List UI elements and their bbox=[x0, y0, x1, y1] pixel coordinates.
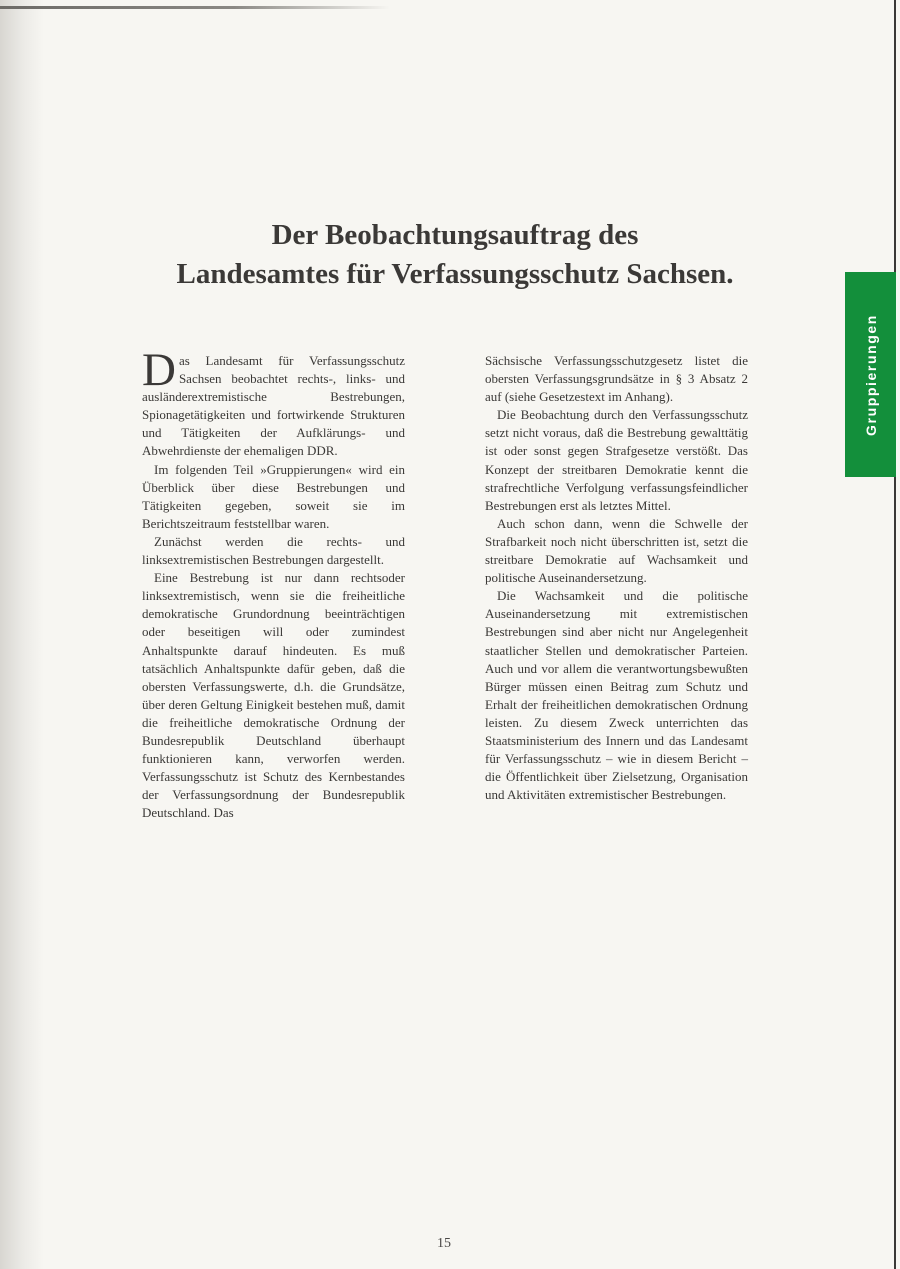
section-tab bbox=[845, 272, 896, 477]
drop-cap: D bbox=[142, 344, 176, 396]
paragraph: Auch schon dann, wenn die Schwelle der Strafbarkeit noch nicht überschritten ist, setzt die streitbare Demokratie auf Wachsamkeit und politische Auseinandersetzung. bbox=[485, 515, 748, 586]
page-title bbox=[90, 216, 820, 294]
paragraph-text: as Landesamt für Verfassungsschutz Sachsen beobachtet rechts-, links- und ausländerextremistische Bestrebungen, Spionagetätigkeiten und fortwirkende Strukturen und Tätigkeiten der Aufklärungs- und Abwehrdienste der ehemaligen DDR. bbox=[142, 353, 405, 459]
paragraph: Im folgenden Teil »Gruppierungen« wird ein Überblick über diese Bestrebungen und Tätigkeiten gegeben, soweit sie im Berichtszeitraum feststellbar waren. bbox=[142, 461, 405, 531]
scan-edge-right bbox=[894, 0, 896, 1269]
scan-shadow-left bbox=[0, 0, 44, 1269]
paragraph: Die Beobachtung durch den Verfassungsschutz setzt nicht voraus, daß die Bestrebung gewalttätig ist oder sonst gegen Strafgesetze verstößt. Das Konzept der streitbaren Demokratie kennt die strafrechtliche Verfolgung verfassungsfeindlicher Bestrebungen erst als letztes Mittel. bbox=[485, 407, 748, 513]
paragraph bbox=[142, 344, 405, 461]
section-tab-label: Gruppierungen bbox=[862, 313, 879, 436]
paragraph: Sächsische Verfassungsschutzgesetz listet die obersten Verfassungsgrundsätze in § 3 Absatz 2 auf (siehe Gesetzestext im Anhang). bbox=[485, 353, 748, 405]
page-title-line-1: Der Beobachtungsauftrag des bbox=[271, 219, 639, 251]
paragraph: Eine Bestrebung ist nur dann rechtsoder linksextremistisch, wenn sie die freiheitliche demokratische Grundordnung beeinträchtigen oder beseitigen will oder zumindest Anhaltspunkte darauf hindeuten. Es muß tatsächlich Anhaltspunkte dafür geben, daß die obersten Verfassungswerte, d.h. die Grundsätze, über deren Geltung Einigkeit bestehen muß, damit die freiheitliche demokratische Ordnung der Bundesrepublik Deutschland überhaupt funktionieren kann, verworfen werden. Verfassungsschutz ist Schutz des Kernbestandes der Verfassungsordnung der Bundesrepublik Deutschland. Das bbox=[142, 570, 405, 821]
text-column-right bbox=[485, 352, 748, 804]
page-number: 15 bbox=[437, 1236, 451, 1251]
page-title-line-2: Landesamtes für Verfassungsschutz Sachsen. bbox=[176, 258, 734, 290]
scan-edge-top bbox=[0, 6, 390, 9]
paragraph: Zunächst werden die rechts- und linksextremistischen Bestrebungen dargestellt. bbox=[142, 533, 405, 568]
paragraph: Die Wachsamkeit und die politische Auseinandersetzung mit extremistischen Bestrebungen sind aber nicht nur Angelegenheit staatlicher Stellen und demokratischer Parteien. Auch und vor allem die verantwortungsbewußten Bürger müssen einen Beitrag zum Schutz und Erhalt der freiheitlichen demokratischen Ordnung leisten. Zu diesem Zweck unterrichten das Staatsministerium des Innern und das Landesamt für Verfassungsschutz – wie in diesem Bericht – die Öffentlichkeit über Zielsetzung, Organisation und Aktivitäten extremistischer Bestrebungen. bbox=[485, 588, 748, 803]
text-column-left bbox=[142, 344, 405, 822]
